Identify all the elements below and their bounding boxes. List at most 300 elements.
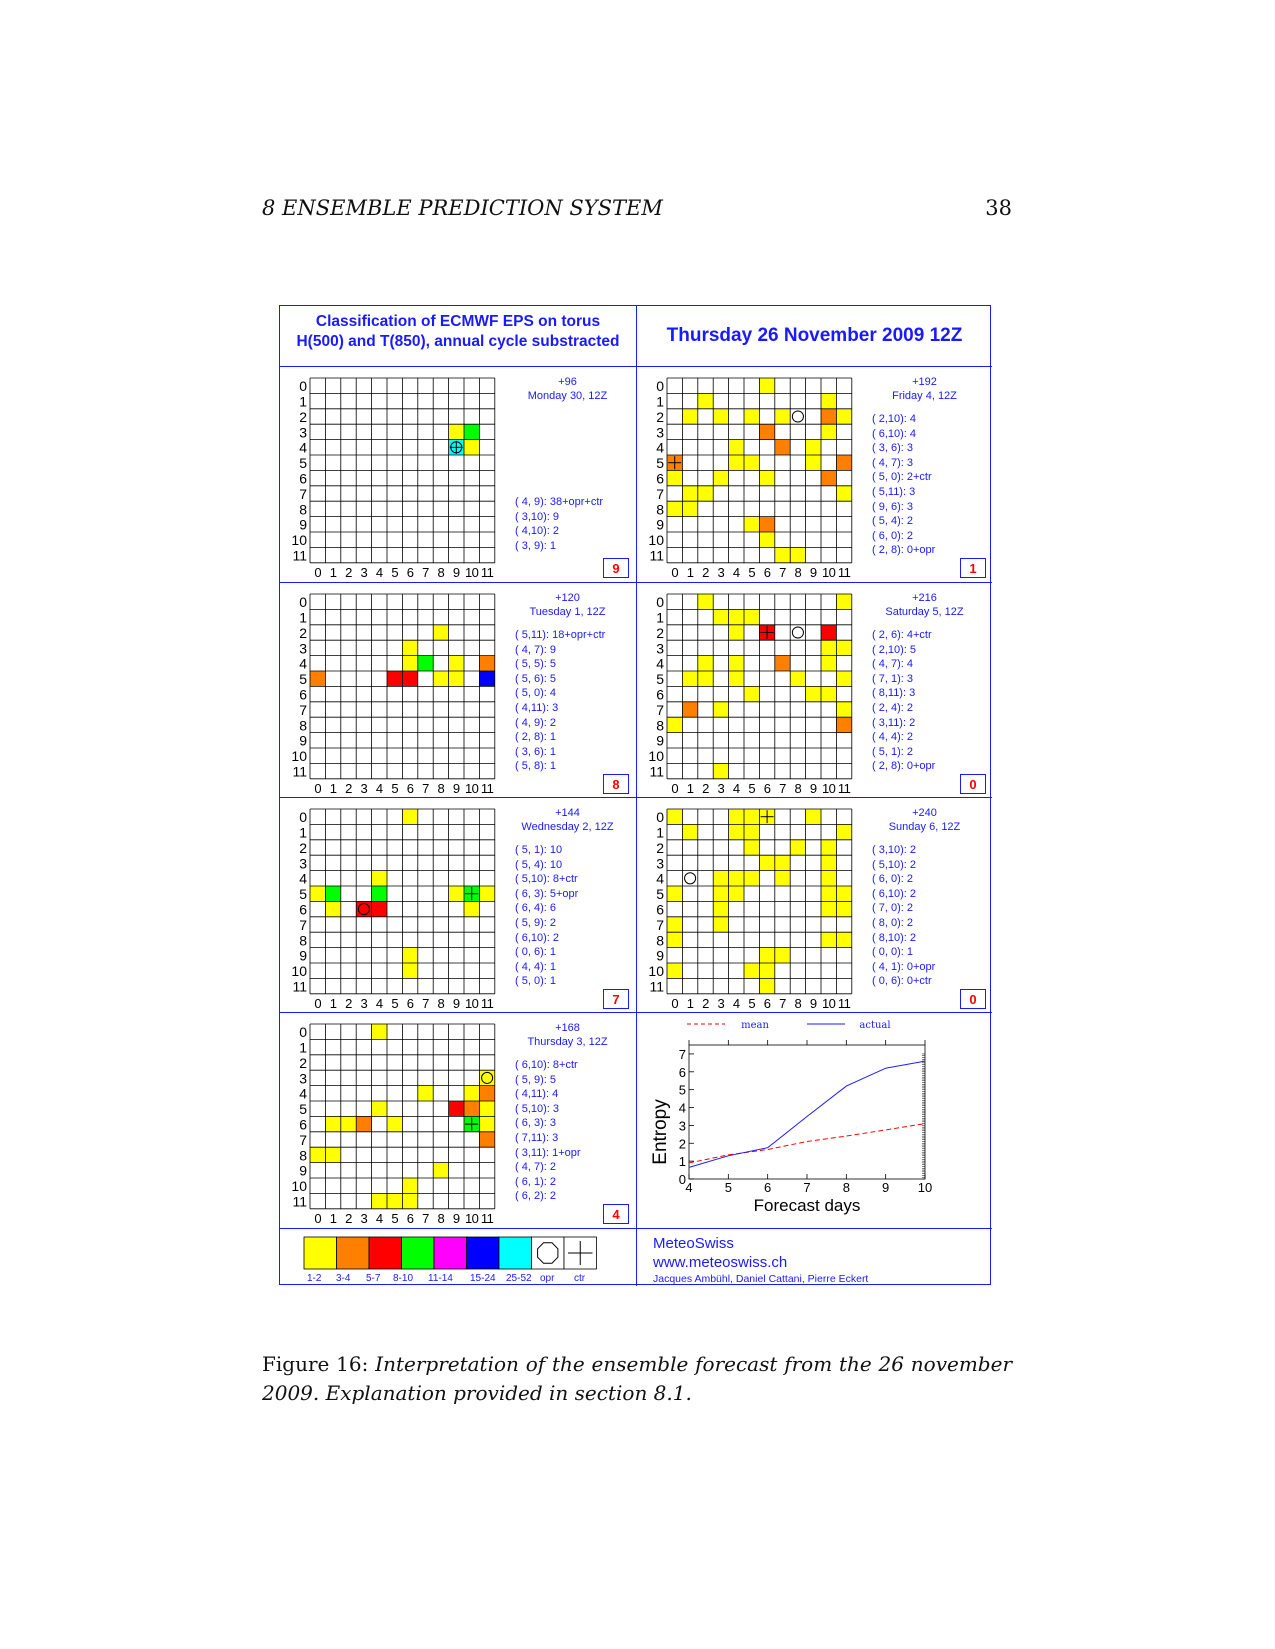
col-tick-label: 11 — [837, 995, 851, 1011]
valid-date: Thursday 3, 12Z — [527, 1036, 608, 1048]
cluster-population-list — [515, 495, 603, 553]
col-tick-label: 6 — [763, 564, 771, 580]
col-tick-label: 2 — [702, 995, 709, 1011]
page-number: 38 — [985, 196, 1012, 220]
grid-cell — [418, 1086, 433, 1101]
grid-cell — [744, 609, 759, 624]
row-tick-label: 6 — [656, 686, 664, 703]
col-tick-label: 5 — [391, 995, 399, 1011]
cluster-entry: ( 4, 4): 1 — [515, 960, 556, 973]
col-tick-label: 3 — [360, 995, 368, 1011]
grid-cell — [790, 840, 805, 855]
cluster-entry: ( 6, 0): 2 — [872, 529, 913, 542]
cluster-entry: ( 5,11): 3 — [872, 485, 916, 498]
legend-label: opr — [540, 1273, 555, 1284]
cluster-entry: ( 5, 6): 5 — [515, 672, 556, 685]
grid-cell — [433, 1163, 448, 1178]
col-tick-label: 5 — [391, 564, 399, 580]
grid-cell — [759, 470, 774, 485]
cluster-entry: ( 6, 0): 2 — [872, 873, 913, 886]
cluster-population-list — [515, 843, 578, 989]
grid-cell — [449, 671, 464, 686]
grid-cell — [402, 1178, 417, 1193]
x-tick-label: 9 — [882, 1180, 890, 1195]
cluster-entry: ( 4,11): 4 — [515, 1088, 559, 1101]
grid-cell — [713, 609, 728, 624]
cluster-entry: ( 2, 4): 2 — [872, 701, 913, 714]
caption-label: Figure 16: — [262, 1352, 369, 1376]
row-tick-label: 7 — [656, 485, 664, 502]
grid-cell — [759, 855, 774, 870]
grid-cell — [744, 871, 759, 886]
row-tick-label: 0 — [656, 809, 664, 826]
cluster-entry: ( 5, 0): 2+ctr — [872, 471, 932, 484]
grid-cell — [449, 1101, 464, 1116]
grid-cell — [836, 594, 851, 609]
grid-cell — [759, 517, 774, 532]
row-tick-label: 7 — [299, 701, 307, 718]
row-tick-label: 10 — [291, 963, 307, 980]
col-tick-label: 6 — [406, 780, 414, 796]
grid-cell — [729, 871, 744, 886]
grid-cell — [836, 486, 851, 501]
outlier-count-badge: 0 — [960, 989, 986, 1009]
col-tick-label: 0 — [671, 780, 679, 796]
col-tick-label: 2 — [345, 995, 352, 1011]
cluster-entry: ( 8,11): 3 — [872, 687, 916, 700]
cluster-entry: ( 4, 9): 2 — [515, 716, 556, 729]
col-tick-label: 0 — [671, 995, 679, 1011]
grid-cell — [836, 824, 851, 839]
grid-cell — [372, 1101, 387, 1116]
grid-cell — [821, 871, 836, 886]
grid-cell — [713, 917, 728, 932]
col-tick-label: 1 — [329, 564, 337, 580]
col-tick-label: 7 — [779, 995, 786, 1011]
grid-cell — [759, 532, 774, 547]
y-tick-label: 7 — [678, 1046, 686, 1062]
row-tick-label: 3 — [299, 640, 307, 657]
col-tick-label: 10 — [464, 564, 479, 580]
grid-cell — [682, 501, 697, 516]
grid-cell — [836, 932, 851, 947]
header-title-line-1: Classification of ECMWF EPS on torus — [315, 313, 601, 330]
col-tick-label: 6 — [406, 1210, 414, 1226]
col-tick-label: 11 — [837, 780, 851, 796]
grid-cell — [759, 978, 774, 993]
grid-cell — [698, 594, 713, 609]
row-tick-label: 0 — [299, 594, 307, 611]
grid-cell — [729, 440, 744, 455]
row-tick-label: 1 — [299, 1039, 307, 1056]
row-tick-label: 9 — [299, 1162, 307, 1179]
y-tick-label: 0 — [678, 1172, 686, 1187]
cluster-entry: ( 5, 9): 2 — [515, 916, 556, 929]
row-tick-label: 8 — [299, 1147, 307, 1164]
grid-cell — [479, 1101, 494, 1116]
cluster-entry: ( 5, 0): 1 — [515, 975, 556, 988]
col-tick-label: 8 — [794, 564, 802, 580]
grid-cell — [464, 1101, 479, 1116]
col-tick-label: 2 — [345, 780, 352, 796]
col-tick-label: 9 — [809, 564, 817, 580]
forecast-panel — [280, 798, 635, 1013]
row-tick-label: 2 — [299, 408, 307, 425]
grid-cell — [729, 656, 744, 671]
grid-cell — [682, 824, 697, 839]
cluster-entry: ( 5, 1): 10 — [515, 844, 563, 856]
outlier-count-badge: 9 — [603, 558, 629, 578]
figure-header-date: Thursday 26 November 2009 12Z — [666, 325, 963, 346]
col-tick-label: 4 — [375, 995, 383, 1011]
cluster-grid — [637, 798, 867, 1013]
grid-cell — [387, 671, 402, 686]
grid-cell — [744, 517, 759, 532]
row-tick-label: 1 — [656, 824, 664, 841]
col-tick-label: 0 — [314, 780, 322, 796]
row-tick-label: 3 — [656, 855, 664, 872]
grid-cell — [775, 547, 790, 562]
col-tick-label: 10 — [464, 780, 479, 796]
col-tick-label: 3 — [360, 564, 368, 580]
row-tick-label: 4 — [656, 655, 664, 672]
col-tick-label: 9 — [452, 564, 460, 580]
grid-cell — [821, 409, 836, 424]
col-tick-label: 3 — [717, 995, 725, 1011]
row-tick-label: 10 — [291, 532, 307, 549]
x-tick-label: 7 — [803, 1180, 811, 1195]
x-tick-label: 10 — [917, 1180, 933, 1195]
cluster-grid — [637, 583, 867, 798]
grid-cell — [418, 656, 433, 671]
grid-cell — [775, 948, 790, 963]
grid-cell — [325, 886, 340, 901]
row-tick-label: 2 — [299, 839, 307, 856]
row-tick-label: 11 — [292, 978, 307, 995]
col-tick-label: 1 — [329, 995, 337, 1011]
col-tick-label: 9 — [809, 995, 817, 1011]
grid-cell — [479, 671, 494, 686]
grid-cell — [729, 609, 744, 624]
grid-cell — [729, 625, 744, 640]
cluster-entry: ( 7,11): 3 — [515, 1131, 559, 1144]
y-tick-label: 5 — [678, 1082, 686, 1098]
col-tick-label: 8 — [437, 780, 445, 796]
cluster-entry: ( 4, 7): 2 — [515, 1161, 556, 1174]
legend-swatch — [369, 1237, 402, 1269]
forecast-panel — [637, 798, 992, 1013]
legend-opr-box — [532, 1237, 565, 1269]
col-tick-label: 5 — [748, 780, 756, 796]
grid-cell — [729, 809, 744, 824]
cluster-entry: ( 2, 8): 1 — [515, 731, 556, 744]
col-tick-label: 2 — [702, 780, 709, 796]
row-tick-label: 2 — [656, 839, 664, 856]
row-tick-label: 11 — [649, 763, 664, 780]
x-tick-label: 6 — [764, 1180, 772, 1195]
outlier-count-badge: 8 — [603, 774, 629, 794]
grid-cell — [402, 656, 417, 671]
x-axis-title: Forecast days — [753, 1196, 861, 1215]
row-tick-label: 0 — [656, 378, 664, 395]
figure-header-left — [280, 306, 636, 366]
row-tick-label: 8 — [299, 501, 307, 518]
grid-cell — [464, 1086, 479, 1101]
y-tick-label: 2 — [678, 1136, 686, 1152]
grid-cell — [372, 901, 387, 916]
legend-label: 25-52 — [506, 1273, 532, 1284]
lead-time: +96 — [558, 376, 577, 388]
cluster-entry: ( 5,11): 18+opr+ctr — [515, 629, 606, 641]
grid-cell — [821, 932, 836, 947]
col-tick-label: 7 — [779, 780, 786, 796]
row-tick-label: 6 — [299, 686, 307, 703]
col-tick-label: 4 — [375, 564, 383, 580]
col-tick-label: 10 — [821, 780, 836, 796]
grid-cell — [479, 1086, 494, 1101]
row-tick-label: 10 — [648, 748, 664, 765]
grid-cell — [775, 409, 790, 424]
col-tick-label: 11 — [480, 1210, 494, 1226]
grid-cell — [744, 809, 759, 824]
grid-cell — [310, 1147, 325, 1162]
col-tick-label: 11 — [837, 564, 851, 580]
grid-cell — [372, 1193, 387, 1208]
col-tick-label: 4 — [375, 780, 383, 796]
cluster-grid — [280, 583, 510, 798]
cluster-entry: ( 4, 7): 4 — [872, 658, 913, 671]
forecast-panel — [280, 367, 635, 582]
grid-cell — [821, 686, 836, 701]
grid-cell — [449, 656, 464, 671]
cluster-entry: ( 3,11): 1+opr — [515, 1146, 581, 1159]
grid-cell — [479, 886, 494, 901]
lead-time: +240 — [912, 807, 937, 819]
col-tick-label: 0 — [314, 564, 322, 580]
grid-cell — [433, 625, 448, 640]
cluster-entry: ( 5,10): 2 — [872, 858, 917, 871]
legend-swatch — [499, 1237, 532, 1269]
col-tick-label: 11 — [480, 564, 494, 580]
row-tick-label: 5 — [299, 886, 307, 903]
cluster-entry: ( 4, 4): 2 — [872, 731, 913, 744]
row-tick-label: 9 — [656, 947, 664, 964]
grid-cell — [387, 1116, 402, 1131]
grid-cell — [479, 656, 494, 671]
grid-cell — [682, 486, 697, 501]
grid-cell — [667, 917, 682, 932]
grid-cell — [821, 656, 836, 671]
grid-cell — [836, 671, 851, 686]
grid-cell — [464, 424, 479, 439]
legend-label-mean: mean — [741, 1020, 769, 1031]
col-tick-label: 5 — [748, 564, 756, 580]
grid-cell — [759, 424, 774, 439]
cluster-entry: ( 5, 4): 10 — [515, 858, 563, 871]
col-tick-label: 5 — [391, 780, 399, 796]
grid-cell — [341, 1116, 356, 1131]
legend-swatch — [304, 1237, 337, 1269]
row-tick-label: 5 — [299, 1101, 307, 1118]
y-tick-label: 4 — [678, 1100, 686, 1116]
row-tick-label: 3 — [299, 424, 307, 441]
row-tick-label: 2 — [656, 408, 664, 425]
grid-cell — [713, 901, 728, 916]
grid-cell — [744, 840, 759, 855]
cluster-entry: ( 3, 6): 1 — [515, 745, 556, 758]
grid-cell — [356, 1116, 371, 1131]
grid-cell — [667, 963, 682, 978]
row-tick-label: 7 — [656, 916, 664, 933]
row-tick-label: 2 — [299, 624, 307, 641]
grid-cell — [806, 455, 821, 470]
credit-org: MeteoSwiss — [653, 1235, 734, 1252]
grid-cell — [449, 886, 464, 901]
cluster-grid — [280, 1013, 510, 1228]
col-tick-label: 7 — [422, 1210, 429, 1226]
grid-cell — [821, 886, 836, 901]
lead-time: +192 — [912, 376, 937, 388]
grid-cell — [667, 886, 682, 901]
grid-cell — [682, 671, 697, 686]
grid-cell — [372, 871, 387, 886]
cluster-entry: ( 4, 9): 38+opr+ctr — [515, 496, 604, 508]
row-tick-label: 3 — [299, 855, 307, 872]
series-line-actual — [689, 1061, 925, 1167]
grid-cell — [821, 393, 836, 408]
cluster-entry: ( 5, 8): 1 — [515, 760, 556, 773]
row-tick-label: 1 — [299, 393, 307, 410]
row-tick-label: 9 — [299, 947, 307, 964]
row-tick-label: 3 — [299, 1070, 307, 1087]
row-tick-label: 11 — [292, 763, 307, 780]
cluster-population-list — [872, 843, 935, 989]
outlier-count-badge: 4 — [603, 1204, 629, 1224]
outlier-count-badge: 0 — [960, 774, 986, 794]
row-tick-label: 4 — [299, 1085, 307, 1102]
cluster-entry: ( 6,10): 8+ctr — [515, 1059, 578, 1071]
cluster-entry: ( 3, 6): 3 — [872, 442, 913, 455]
grid-cell — [713, 702, 728, 717]
col-tick-label: 2 — [702, 564, 709, 580]
section-title: 8 ENSEMBLE PREDICTION SYSTEM — [262, 196, 663, 220]
legend-label: 5-7 — [366, 1273, 381, 1284]
cluster-grid — [280, 798, 510, 1013]
row-tick-label: 8 — [656, 717, 664, 734]
cluster-entry: ( 8,10): 2 — [872, 931, 917, 944]
legend-label: 11-14 — [428, 1273, 453, 1284]
outlier-count-badge: 7 — [603, 989, 629, 1009]
grid-cell — [433, 671, 448, 686]
row-tick-label: 11 — [292, 547, 307, 564]
grid-cell — [449, 424, 464, 439]
col-tick-label: 6 — [406, 564, 414, 580]
running-head — [262, 196, 1012, 226]
valid-date: Sunday 6, 12Z — [888, 821, 961, 833]
row-tick-label: 1 — [656, 609, 664, 626]
row-tick-label: 3 — [656, 424, 664, 441]
row-tick-label: 5 — [656, 886, 664, 903]
entropy-chart-svg — [637, 1013, 992, 1228]
row-tick-label: 5 — [299, 455, 307, 472]
row-tick-label: 6 — [299, 470, 307, 487]
credit-url[interactable]: www.meteoswiss.ch — [653, 1254, 788, 1271]
grid-cell — [667, 809, 682, 824]
col-tick-label: 4 — [732, 995, 740, 1011]
cluster-entry: ( 5, 4): 2 — [872, 515, 913, 528]
grid-cell — [479, 1116, 494, 1131]
row-tick-label: 10 — [291, 748, 307, 765]
lead-time: +120 — [555, 592, 580, 604]
row-tick-label: 4 — [299, 655, 307, 672]
lead-time: +144 — [555, 807, 580, 819]
col-tick-label: 8 — [437, 564, 445, 580]
grid-cell — [836, 886, 851, 901]
grid-cell — [821, 625, 836, 640]
row-tick-label: 6 — [299, 1116, 307, 1133]
cluster-entry: ( 0, 6): 0+ctr — [872, 975, 932, 988]
col-tick-label: 3 — [360, 1210, 368, 1226]
row-tick-label: 5 — [299, 671, 307, 688]
legend-label: 3-4 — [336, 1273, 351, 1284]
col-tick-label: 6 — [406, 995, 414, 1011]
x-tick-label: 4 — [685, 1180, 693, 1195]
forecast-panel — [280, 583, 635, 798]
grid-cell — [806, 686, 821, 701]
row-tick-label: 4 — [299, 870, 307, 887]
y-tick-label: 3 — [678, 1118, 686, 1134]
row-tick-label: 10 — [648, 963, 664, 980]
row-tick-label: 10 — [648, 532, 664, 549]
cluster-population-list — [872, 628, 935, 774]
legend-swatch — [434, 1237, 467, 1269]
grid-cell — [729, 824, 744, 839]
valid-date: Tuesday 1, 12Z — [529, 606, 606, 618]
grid-cell — [744, 455, 759, 470]
col-tick-label: 1 — [686, 995, 694, 1011]
col-tick-label: 1 — [686, 780, 694, 796]
col-tick-label: 11 — [480, 995, 494, 1011]
row-tick-label: 2 — [656, 624, 664, 641]
row-tick-label: 8 — [299, 932, 307, 949]
grid-cell — [325, 901, 340, 916]
header-title-line-2: H(500) and T(850), annual cycle substracted — [296, 333, 620, 350]
row-tick-label: 0 — [299, 1024, 307, 1041]
row-tick-label: 1 — [299, 609, 307, 626]
col-tick-label: 11 — [480, 780, 494, 796]
x-tick-label: 8 — [842, 1180, 850, 1195]
col-tick-label: 4 — [732, 564, 740, 580]
grid-cell — [387, 1193, 402, 1208]
grid-cell — [744, 686, 759, 701]
cluster-entry: ( 4, 7): 3 — [872, 456, 913, 469]
col-tick-label: 0 — [671, 564, 679, 580]
row-tick-label: 7 — [299, 1131, 307, 1148]
grid-cell — [682, 702, 697, 717]
grid-cell — [464, 440, 479, 455]
row-tick-label: 11 — [649, 547, 664, 564]
row-tick-label: 9 — [299, 732, 307, 749]
grid-cell — [790, 547, 805, 562]
cluster-entry: ( 5, 0): 4 — [515, 687, 556, 700]
forecast-panel — [637, 583, 992, 798]
row-tick-label: 9 — [299, 516, 307, 533]
plot-frame — [689, 1045, 925, 1179]
grid-cell — [698, 656, 713, 671]
grid-cell — [464, 901, 479, 916]
grid-cell — [775, 871, 790, 886]
row-tick-label: 6 — [656, 901, 664, 918]
